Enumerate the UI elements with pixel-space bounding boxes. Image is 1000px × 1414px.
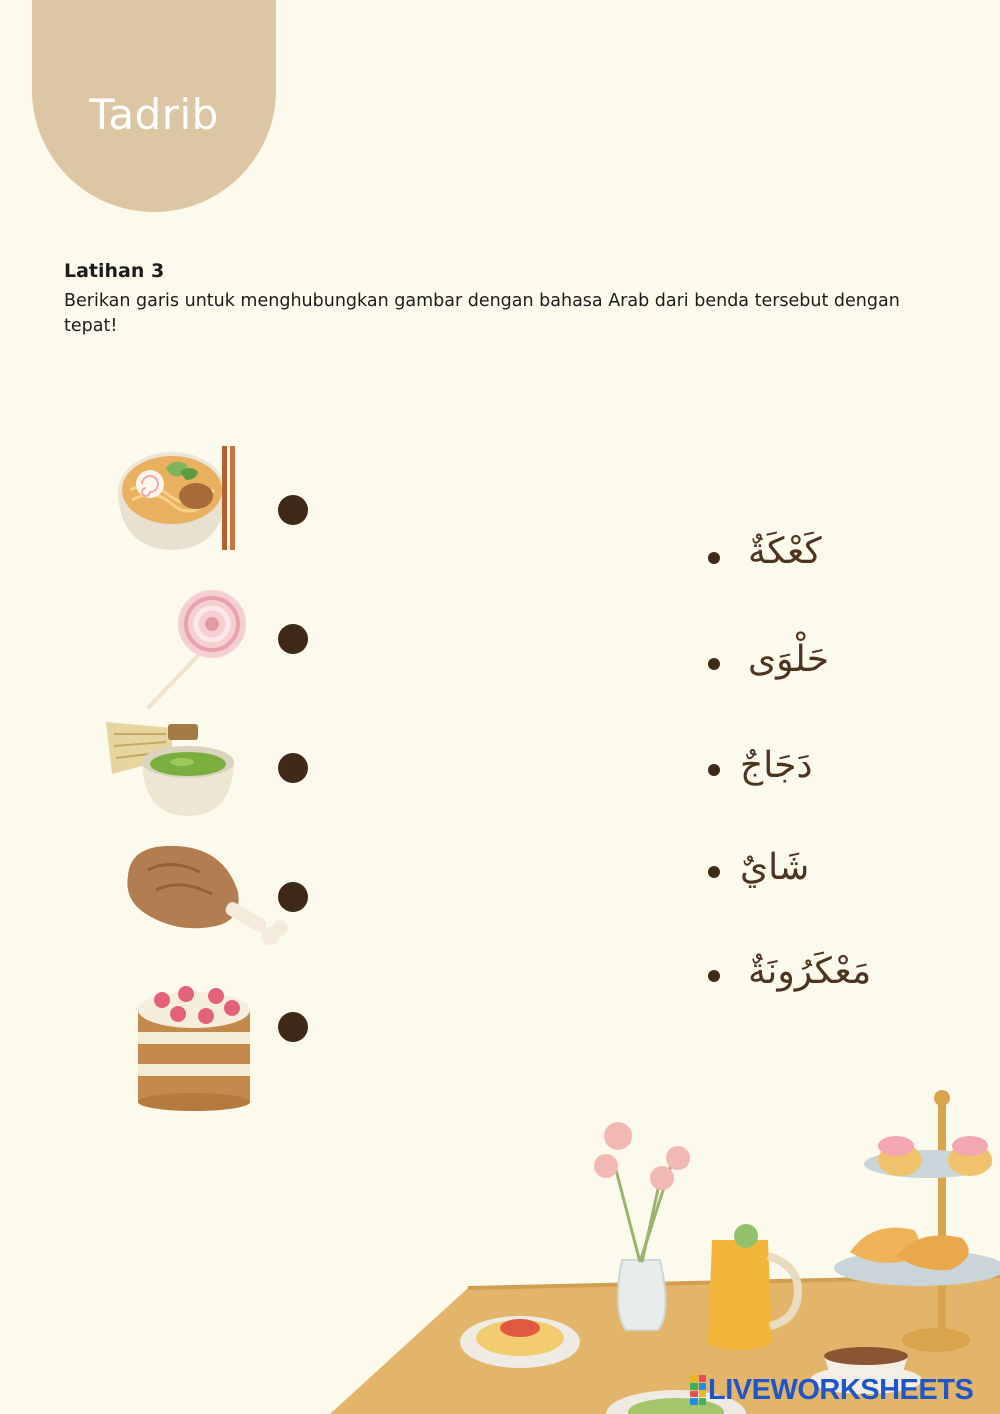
page-title: Tadrib — [89, 90, 219, 139]
arabic-word-3: دَجَاجٌ — [740, 745, 813, 786]
chicken-drumstick-icon — [120, 840, 290, 952]
word-dot-1[interactable] — [708, 552, 720, 564]
arabic-word-5: مَعْكَرُونَةٌ — [748, 951, 872, 992]
arabic-word-1: كَعْكَةٌ — [748, 531, 822, 572]
liveworksheets-logo — [690, 1372, 973, 1408]
word-dot-2[interactable] — [708, 658, 720, 670]
liveworksheets-mark-icon — [690, 1375, 706, 1405]
picture-dot-5[interactable] — [278, 1012, 308, 1042]
exercise-instruction: Berikan garis untuk menghubungkan gambar dengan bahasa Arab dari benda tersebut dengan tepat! — [64, 291, 900, 336]
picture-dot-1[interactable] — [278, 495, 308, 525]
dining-table-illustration — [0, 1080, 1000, 1414]
matcha-tea-icon — [102, 712, 242, 822]
arabic-word-4: شَايٌ — [740, 847, 810, 888]
arabic-word-2: حَلْوَى — [748, 639, 829, 680]
lollipop-icon — [140, 588, 255, 713]
picture-dot-2[interactable] — [278, 624, 308, 654]
picture-dot-3[interactable] — [278, 753, 308, 783]
word-dot-4[interactable] — [708, 866, 720, 878]
brand-text: LIVEWORKSHEETS — [708, 1373, 974, 1406]
picture-dot-4[interactable] — [278, 882, 308, 912]
word-dot-3[interactable] — [708, 764, 720, 776]
word-dot-5[interactable] — [708, 970, 720, 982]
noodle-bowl-icon — [110, 440, 250, 560]
exercise-title: Latihan 3 — [64, 260, 165, 282]
